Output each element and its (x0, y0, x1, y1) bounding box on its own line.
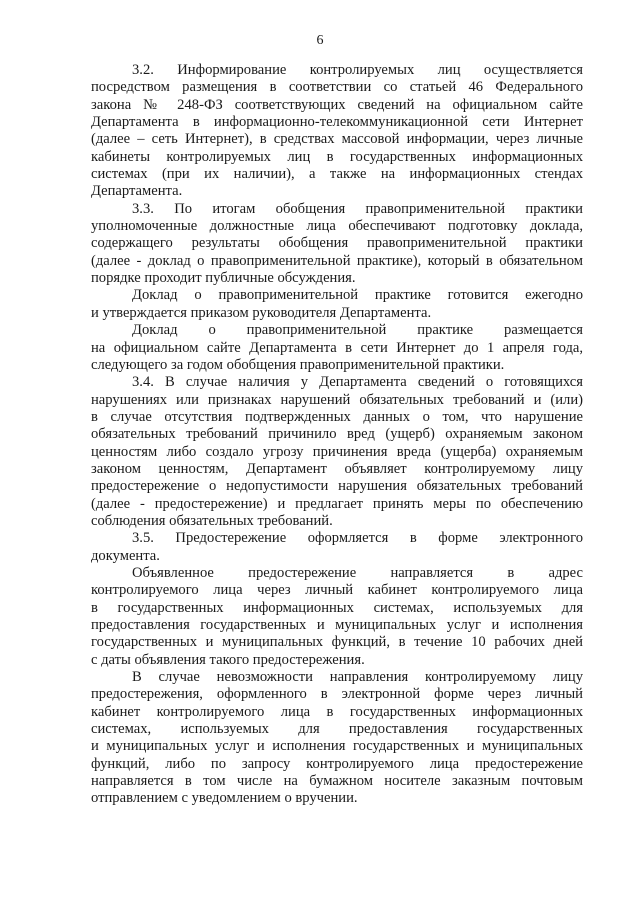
paragraph (91, 669, 583, 808)
text-line: с даты объявления такого предостережения. (91, 651, 365, 668)
paragraph (91, 565, 583, 669)
text-line: 3.3. По итогам обобщения правоприменительной практики (132, 200, 583, 217)
text-line: в государственных информационных системах, используемых для (91, 599, 583, 616)
text-line: кабинеты контролируемых лиц в государственных информационных (91, 148, 583, 165)
paragraph (91, 322, 583, 374)
page-number: 6 (316, 33, 324, 48)
text-line: и утверждается приказом руководителя Департамента. (91, 304, 432, 321)
text-line: 3.2. Информирование контролируемых лиц осуществляется (132, 62, 583, 78)
paragraph (91, 287, 583, 322)
text-line: 3.5. Предостережение оформляется в форме электронного (132, 530, 583, 547)
paragraph (91, 530, 583, 565)
text-line: системах (при их наличии), а также на информационных стендах (91, 166, 583, 183)
paragraph (91, 201, 583, 288)
text-line: предоставления государственных и муниципальных услуг и исполнения (91, 617, 583, 633)
paragraph (91, 374, 583, 530)
text-line: предостережение о недопустимости нарушения обязательных требований (91, 478, 583, 495)
text-line: В случае невозможности направления контролируемому лицу (132, 669, 583, 686)
text-line: обязательных требований причинило вред (ущерб) охраняемым законом (91, 426, 583, 443)
text-line: государственных и муниципальных функций, в течение 10 рабочих дней (91, 634, 583, 651)
text-line: предостережения, оформленного в электронной форме через личный (91, 686, 583, 703)
text-line: системах, используемых для предоставления государственных (91, 721, 583, 738)
text-line: функций, либо по запросу контролируемого лица предостережение (91, 755, 583, 772)
text-line: нарушениях или признаках нарушений обязательных требований и (или) (91, 391, 583, 408)
text-line: Доклад о правоприменительной практике размещается (132, 322, 583, 339)
text-line: в случае отсутствия подтвержденных данных о том, что нарушение (91, 408, 583, 425)
text-line: Департамента. (91, 183, 183, 200)
text-line: Объявленное предостережение направляется в адрес (132, 564, 583, 581)
text-line: соблюдения обязательных требований. (91, 512, 333, 529)
text-line: законом ценностям, Департамент объявляет контролируемому лицу (91, 460, 583, 477)
text-line: уполномоченные должностные лица обеспечивают подготовку доклада, (91, 218, 583, 235)
text-line: направляется в том числе на бумажном носителе заказным почтовым (91, 773, 583, 790)
paragraph (91, 62, 583, 201)
text-line: Доклад о правоприменительной практике готовится ежегодно (132, 287, 583, 304)
text-line: и муниципальных услуг и исполнения государственных и муниципальных (91, 738, 583, 755)
text-line: посредством размещения в соответствии со статьей 46 Федерального (91, 79, 583, 96)
text-line: порядке проходит публичные обсуждения. (91, 270, 356, 287)
text-line: закона № 248-ФЗ соответствующих сведений на официальном сайте (91, 96, 583, 113)
text-line: содержащего результаты обобщения правоприменительной практики (91, 235, 583, 252)
text-line: (далее - предостережение) и предлагает принять меры по обеспечению (91, 495, 583, 512)
text-line: следующего за годом обобщения правоприменительной практики. (91, 356, 505, 373)
text-line: ценностям либо создало угрозу причинения вреда (ущерба) охраняемым (91, 443, 583, 460)
text-line: (далее - доклад о правоприменительной практике), который в обязательном (91, 252, 583, 269)
document-body (91, 62, 583, 808)
text-line: на официальном сайте Департамента в сети Интернет до 1 апреля года, (91, 339, 583, 356)
text-line: отправлением с уведомлением о вручении. (91, 790, 358, 807)
text-line: кабинет контролируемого лица в государственных информационных (91, 703, 583, 720)
text-line: 3.4. В случае наличия у Департамента сведений о готовящихся (132, 374, 583, 391)
text-line: документа. (91, 547, 160, 564)
text-line: (далее – сеть Интернет), в средствах массовой информации, через личные (91, 131, 583, 148)
text-line: Департамента в информационно-телекоммуникационной сети Интернет (91, 114, 583, 131)
text-line: контролируемого лица через личный кабинет контролируемого лица (91, 582, 583, 599)
